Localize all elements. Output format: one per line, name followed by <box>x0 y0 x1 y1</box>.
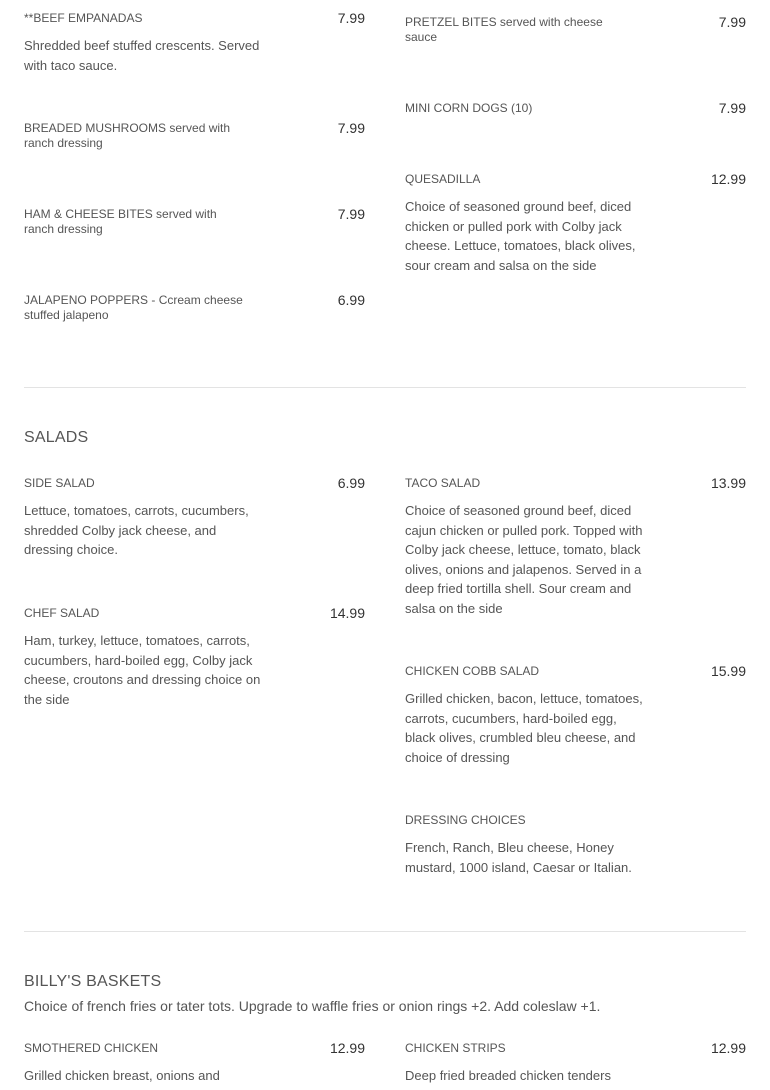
item-name: CHICKEN COBB SALAD <box>405 664 540 678</box>
item-name: PRETZEL BITES served with cheese sauce <box>405 15 603 44</box>
item-description: Deep fried breaded chicken tenders <box>405 1068 611 1083</box>
menu-item-smothered-chicken <box>24 1041 264 1086</box>
item-price: 12.99 <box>710 171 746 187</box>
item-name: DRESSING CHOICES <box>405 813 526 827</box>
menu-item-side-salad <box>24 476 264 560</box>
item-description: Choice of seasoned ground beef, diced cajun chicken or pulled pork. Topped with Colby jack cheese, lettuce, tomato, black olives, onions and jalapenos. Served in a deep fried tortilla shell. Sour cream and salsa on the side <box>405 503 643 616</box>
item-name: JALAPENO POPPERS - Ccream cheese stuffed jalapeno <box>24 293 243 322</box>
item-price: 7.99 <box>337 120 365 136</box>
item-price: 15.99 <box>710 663 746 679</box>
item-description: Ham, turkey, lettuce, tomatoes, carrots, cucumbers, hard-boiled egg, Colby jack cheese, croutons and dressing choice on the side <box>24 633 261 707</box>
item-price: 7.99 <box>337 206 365 222</box>
item-description: Shredded beef stuffed crescents. Served with taco sauce. <box>24 38 260 73</box>
menu-item-chicken-strips <box>405 1041 650 1086</box>
item-name: **BEEF EMPANADAS <box>24 11 143 25</box>
item-description: Lettuce, tomatoes, carrots, cucumbers, shredded Colby jack cheese, and dressing choice. <box>24 503 249 557</box>
item-name: CHEF SALAD <box>24 606 100 620</box>
item-description: Grilled chicken breast, onions and <box>24 1068 220 1083</box>
item-name: MINI CORN DOGS (10) <box>405 101 533 115</box>
menu-item-jalapeno-poppers <box>24 293 252 323</box>
item-name: BREADED MUSHROOMS served with ranch dressing <box>24 121 231 150</box>
menu-item-quesadilla <box>405 172 643 275</box>
menu-item-mini-corn-dogs <box>405 101 650 116</box>
menu-item-beef-empanadas <box>24 11 264 75</box>
menu-item-chef-salad <box>24 606 264 709</box>
menu-item-breaded-mushrooms <box>24 121 244 151</box>
item-price: 12.99 <box>329 1040 365 1056</box>
item-name: CHICKEN STRIPS <box>405 1041 506 1055</box>
section-subtitle-baskets: Choice of french fries or tater tots. Upgrade to waffle fries or onion rings +2. Add coleslaw +1. <box>24 998 601 1014</box>
item-name: TACO SALAD <box>405 476 481 490</box>
section-divider <box>24 931 746 932</box>
menu-item-ham-cheese-bites <box>24 207 229 237</box>
item-name: SMOTHERED CHICKEN <box>24 1041 159 1055</box>
section-title-salads: SALADS <box>24 429 89 446</box>
item-price: 7.99 <box>337 10 365 26</box>
item-name: QUESADILLA <box>405 172 481 186</box>
item-price: 14.99 <box>329 605 365 621</box>
item-price: 7.99 <box>718 100 746 116</box>
section-title-baskets: BILLY'S BASKETS <box>24 973 162 990</box>
item-price: 13.99 <box>710 475 746 491</box>
item-price: 7.99 <box>718 14 746 30</box>
section-divider <box>24 387 746 388</box>
item-description: Grilled chicken, bacon, lettuce, tomatoes, carrots, cucumbers, hard-boiled egg, black olives, crumbled bleu cheese, and choice of dressing <box>405 691 643 765</box>
menu-item-chicken-cobb-salad <box>405 664 650 767</box>
item-price: 12.99 <box>710 1040 746 1056</box>
item-name: HAM & CHEESE BITES served with ranch dressing <box>24 207 217 236</box>
item-name: SIDE SALAD <box>24 476 95 490</box>
menu-item-dressing-choices <box>405 813 650 877</box>
item-price: 6.99 <box>337 475 365 491</box>
item-price: 6.99 <box>337 292 365 308</box>
menu-item-pretzel-bites <box>405 15 615 45</box>
item-description: Choice of seasoned ground beef, diced chicken or pulled pork with Colby jack cheese. Lettuce, tomatoes, black olives, sour cream and salsa on the side <box>405 199 636 273</box>
menu-item-taco-salad <box>405 476 650 618</box>
item-description: French, Ranch, Bleu cheese, Honey mustard, 1000 island, Caesar or Italian. <box>405 840 632 875</box>
